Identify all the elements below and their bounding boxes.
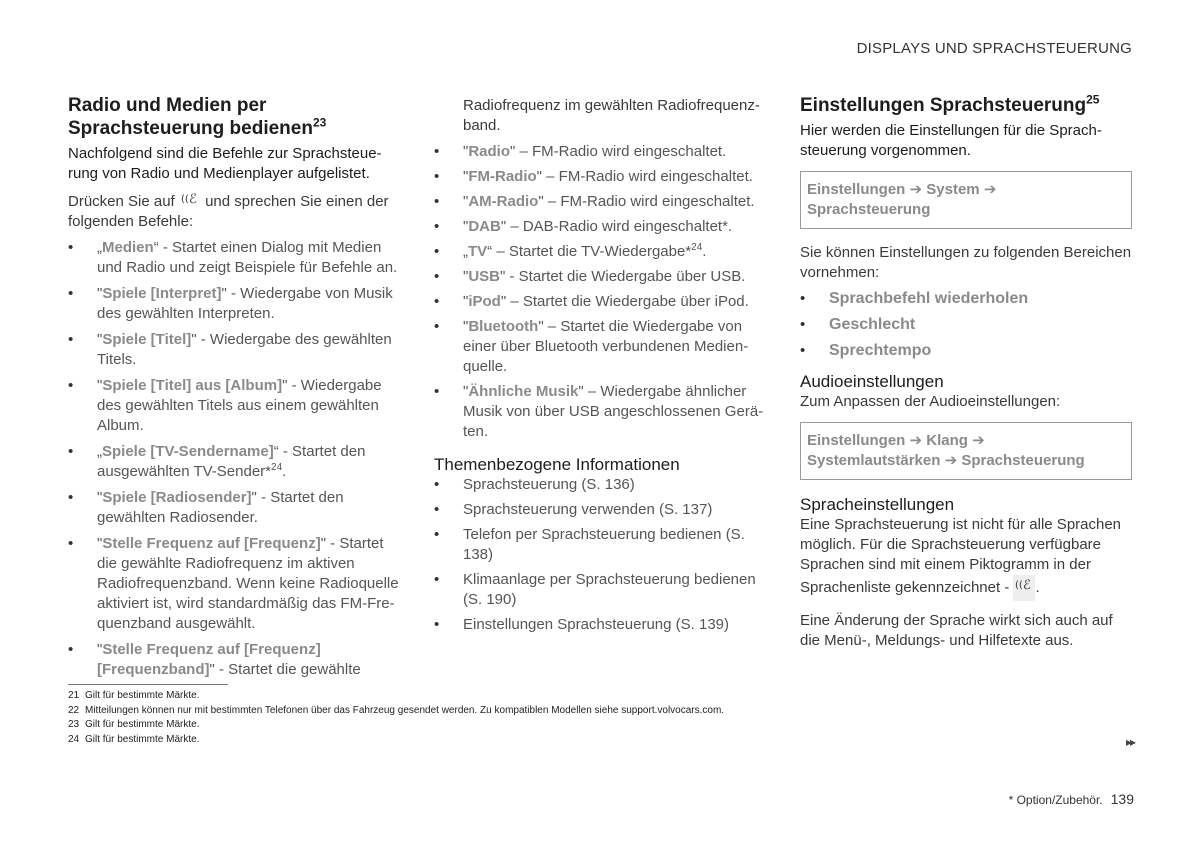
quote-open: " — [463, 193, 469, 210]
quote-open: " — [463, 318, 469, 335]
page-header: DISPLAYS UND SPRACHSTEUERUNG — [856, 40, 1132, 57]
quote-open: " — [463, 293, 469, 310]
voice-command: AM-Radio — [468, 193, 539, 210]
command-item — [68, 442, 400, 482]
settings-area-label: Geschlecht — [829, 316, 916, 333]
command-item — [68, 534, 400, 634]
quote-close: “ — [273, 443, 279, 460]
quote-close: " — [191, 331, 197, 348]
command-description: – FM-Radio wird eingeschaltet. — [543, 193, 755, 210]
settings-area-item — [800, 341, 1132, 361]
quote-close: " — [209, 661, 215, 678]
quote-close: " — [510, 143, 516, 160]
menu-path-step: Klang — [926, 432, 968, 449]
footnote-number: 21 — [68, 690, 80, 701]
bullet-icon: • — [434, 168, 440, 185]
related-info-list — [434, 475, 770, 635]
command-item — [434, 192, 770, 212]
command-description: - Startet den gewählten Radiosender. — [97, 489, 344, 526]
punctuation: . — [282, 463, 287, 480]
voice-control-icon — [1013, 575, 1035, 601]
bullet-icon: • — [800, 290, 806, 307]
command-item — [68, 284, 400, 324]
quote-close: " — [221, 285, 227, 302]
bullet-icon: • — [434, 243, 440, 260]
audio-settings-text: Zum Anpassen der Audioeinstellungen: — [800, 393, 1061, 410]
command-item — [68, 640, 400, 680]
footnote-number: 24 — [68, 733, 80, 745]
command-item — [434, 217, 770, 237]
command-description: - Startet einen Dialog mit Medien und Radio und zeigt Beispiele für Befehle an. — [97, 239, 398, 276]
column-voice-media — [68, 94, 400, 686]
command-item — [68, 488, 400, 528]
bullet-icon: • — [434, 501, 440, 518]
bullet-icon: • — [68, 443, 74, 460]
voice-command: iPod — [468, 293, 501, 310]
related-link-label: Klimaanlage per Sprachsteuerung bedienen (S. 190) — [463, 571, 756, 608]
voice-command: USB — [468, 268, 500, 285]
bullet-icon: • — [68, 641, 74, 658]
arrow-right-icon: ➔ — [983, 181, 997, 198]
arrow-right-icon: ➔ — [909, 432, 923, 449]
svg-text:ℰ: ℰ — [1023, 578, 1032, 592]
bullet-icon: • — [434, 193, 440, 210]
quote-close: “ — [487, 243, 493, 260]
settings-area-item — [800, 289, 1132, 309]
quote-close: “ — [153, 239, 159, 256]
bullet-icon: • — [434, 293, 440, 310]
quote-close: " — [536, 168, 542, 185]
related-link-label: Sprachsteuerung verwenden (S. 137) — [463, 501, 713, 518]
bullet-icon: • — [68, 377, 74, 394]
quote-close: " — [320, 535, 327, 552]
audio-settings-heading: Audioeinstellungen — [800, 372, 944, 391]
command-description: - Startet die Wiedergabe über USB. — [505, 268, 746, 285]
quote-open: " — [97, 285, 103, 302]
command-description: - Startet die gewählte Radiofrequenz im aktiven Radiofrequenzband. Wenn keine Radioquelle aktiviert ist, wird standardmäßig das FM-Frequenzband ausgewählt. — [97, 535, 399, 632]
quote-close: " — [538, 193, 544, 210]
quote-open: " — [463, 383, 469, 400]
related-link[interactable] — [434, 615, 770, 635]
menu-path-step: Einstellungen — [807, 432, 906, 449]
command-description: – DAB-Radio wird eingeschaltet*. — [506, 218, 733, 235]
quote-open: " — [463, 218, 469, 235]
command-item — [434, 167, 770, 187]
settings-area-label: Sprechtempo — [829, 342, 932, 359]
quote-close: " — [500, 218, 507, 235]
quote-close: " — [578, 383, 584, 400]
voice-command-list — [68, 238, 400, 680]
svg-text:((: (( — [180, 194, 189, 205]
quote-open: " — [463, 168, 469, 185]
voice-command: Bluetooth — [468, 318, 539, 335]
bullet-icon: • — [800, 316, 806, 333]
quote-close: " — [251, 489, 257, 506]
language-list-note: Sprachenliste gekennzeichnet - (( ℰ . — [800, 575, 1132, 601]
menu-path-step: System — [926, 181, 980, 198]
footnote-text: Gilt für bestimmte Märkte. — [85, 719, 200, 730]
bullet-icon: • — [434, 571, 440, 588]
quote-open: " — [463, 143, 469, 160]
bullet-icon: • — [434, 616, 440, 633]
quote-open: " — [97, 331, 103, 348]
bullet-icon: • — [68, 239, 74, 256]
continuation-text: Radiofrequenz im gewählten Radiofrequenzband. — [463, 97, 760, 134]
command-item — [434, 292, 770, 312]
bullet-icon: • — [434, 318, 440, 335]
language-change-note: Eine Änderung der Sprache wirkt sich auch auf die Menü-, Meldungs- und Hilfetexte aus. — [800, 612, 1113, 649]
voice-command-list-continued — [434, 142, 770, 442]
quote-close: " — [500, 268, 506, 285]
page-number: 139 — [1110, 791, 1134, 807]
command-item — [68, 238, 400, 278]
footnote — [68, 689, 1148, 704]
voice-command: Medien — [102, 239, 154, 256]
quote-open: " — [97, 535, 103, 552]
command-description: – Startet die TV-Wiedergabe* — [492, 243, 692, 260]
bullet-icon: • — [800, 342, 806, 359]
footnote-text: Gilt für bestimmte Märkte. — [85, 733, 200, 745]
bullet-icon: • — [68, 535, 74, 552]
footnote — [68, 704, 1148, 719]
command-item — [434, 382, 770, 442]
next-page-icon: ▸▸ — [1125, 735, 1134, 749]
option-note: * Option/Zubehör. — [1008, 793, 1103, 807]
svg-text:((: (( — [1015, 580, 1024, 591]
footnote-ref: 24 — [691, 242, 703, 253]
command-description: – Startet die Wiedergabe von einer über Bluetooth verbundenen Medienquelle. — [463, 318, 749, 375]
command-item — [434, 317, 770, 377]
command-description: - Wiedergabe des gewählten Titels aus einem gewählten Album. — [97, 377, 382, 434]
voice-command: FM-Radio — [468, 168, 537, 185]
command-item — [434, 142, 770, 162]
arrow-right-icon: ➔ — [944, 452, 958, 469]
related-link[interactable] — [434, 525, 770, 565]
footnote-divider — [68, 684, 228, 685]
voice-command: Spiele [Titel] aus [Album] — [102, 377, 283, 394]
command-description: – FM-Radio wird eingeschaltet. — [541, 168, 753, 185]
quote-close: " — [538, 318, 544, 335]
section-heading-voice-settings: Einstellungen Sprachsteuerung$^{25}$ — [800, 92, 1100, 116]
related-link[interactable] — [434, 570, 770, 610]
command-description: - Startet den ausgewählten TV-Sender* — [97, 443, 366, 480]
voice-command: TV — [468, 243, 488, 260]
voice-command: DAB — [468, 218, 501, 235]
menu-path-step: Systemlautstärken — [807, 452, 941, 469]
menu-path-box-sound — [800, 422, 1132, 480]
bullet-icon: • — [434, 526, 440, 543]
intro-text: Nachfolgend sind die Befehle zur Sprachsteuerung von Radio und Medienplayer aufgelistet. — [68, 145, 382, 182]
bullet-icon: • — [68, 331, 74, 348]
punctuation: . — [702, 243, 707, 260]
voice-command: Spiele [TV-Sendername] — [102, 443, 274, 460]
settings-intro-text: Hier werden die Einstellungen für die Sprachsteuerung vorgenommen. — [800, 122, 1102, 159]
settings-areas-list — [800, 289, 1132, 361]
command-description: - Startet die gewählte — [214, 661, 361, 678]
quote-open: " — [97, 641, 103, 658]
command-description: – FM-Radio wird eingeschaltet. — [515, 143, 727, 160]
command-description: - Wiedergabe des gewählten Titels. — [97, 331, 392, 368]
voice-command: Radio — [468, 143, 510, 160]
bullet-icon: • — [434, 143, 440, 160]
quote-open: " — [97, 377, 103, 394]
footnote-ref: 24 — [271, 462, 283, 473]
quote-open: „ — [97, 443, 102, 460]
quote-open: " — [97, 489, 103, 506]
command-item — [434, 242, 770, 262]
command-description: – Startet die Wiedergabe über iPod. — [506, 293, 749, 310]
voice-command: Spiele [Radiosender] — [102, 489, 252, 506]
footnote-number: 22 — [68, 704, 80, 716]
menu-path-step: Sprachsteuerung — [961, 452, 1085, 469]
bullet-icon: • — [434, 218, 440, 235]
bullet-icon: • — [68, 285, 74, 302]
arrow-right-icon: ➔ — [972, 432, 985, 449]
command-description: - Wiedergabe von Musik des gewählten Interpreten. — [97, 285, 393, 322]
quote-open: " — [463, 268, 469, 285]
language-settings-text: Eine Sprachsteuerung ist nicht für alle Sprachen möglich. Für die Sprachsteuerung verfügbare Sprachen sind mit einem Piktogramm in der — [800, 516, 1122, 573]
settings-area-item — [800, 315, 1132, 335]
footnote — [68, 718, 1148, 733]
command-item — [434, 267, 770, 287]
bullet-icon: • — [434, 383, 440, 400]
voice-command: Spiele [Titel] — [102, 331, 192, 348]
command-item — [68, 376, 400, 436]
related-link[interactable] — [434, 500, 770, 520]
menu-path-step: Sprachsteuerung — [807, 201, 931, 218]
settings-areas-intro: Sie können Einstellungen zu folgenden Bereichen vornehmen: — [800, 244, 1132, 281]
bullet-icon: • — [434, 476, 440, 493]
bullet-icon: • — [68, 489, 74, 506]
voice-command: Stelle Frequenz auf [Frequenz] — [102, 535, 321, 552]
voice-control-icon — [179, 190, 201, 212]
menu-path-step: Einstellungen — [807, 181, 906, 198]
section-heading-radio-media: Radio und Medien per Sprachsteuerung bedienen$^{23}$ — [68, 95, 327, 139]
quote-close: " — [282, 377, 288, 394]
voice-command: Spiele [Interpret] — [102, 285, 222, 302]
menu-path-box-system — [800, 171, 1132, 229]
footnote-number: 23 — [68, 719, 80, 730]
quote-close: " — [500, 293, 507, 310]
command-description: – Wiedergabe ähnlicher Musik von über USB angeschlossenen Geräten. — [463, 383, 764, 440]
language-settings-heading: Spracheinstellungen — [800, 495, 955, 514]
bullet-icon: • — [434, 268, 440, 285]
voice-command: Ähnliche Musik — [468, 383, 579, 400]
related-link[interactable] — [434, 475, 770, 495]
related-link-label: Telefon per Sprachsteuerung bedienen (S. 138) — [463, 526, 745, 563]
column-voice-media-continued — [434, 96, 770, 640]
related-info-heading: Themenbezogene Informationen — [434, 455, 680, 474]
arrow-right-icon: ➔ — [909, 181, 923, 198]
settings-area-label: Sprachbefehl wiederholen — [829, 290, 1029, 307]
related-link-label: Einstellungen Sprachsteuerung (S. 139) — [463, 616, 730, 633]
footnote — [68, 733, 1148, 748]
footnote-text: Mitteilungen können nur mit bestimmten Telefonen über das Fahrzeug gesendet werden. Zu kompatiblen Modellen siehe support.volvocars.com. — [85, 704, 725, 716]
voice-command: Stelle Frequenz auf [Frequenz] [Frequenzband] — [97, 641, 321, 678]
related-link-label: Sprachsteuerung (S. 136) — [463, 476, 635, 493]
press-instruction: Drücken Sie auf (( ℰ und sprechen Sie einen der folgenden Befehle: — [68, 192, 389, 230]
command-item — [68, 330, 400, 370]
svg-text:ℰ: ℰ — [188, 192, 197, 206]
footnotes — [68, 689, 1148, 747]
quote-open: „ — [463, 243, 468, 260]
footnote-text: Gilt für bestimmte Märkte. — [85, 690, 200, 701]
page-footer — [1009, 791, 1134, 807]
quote-open: „ — [97, 239, 102, 256]
column-voice-settings — [800, 94, 1132, 657]
